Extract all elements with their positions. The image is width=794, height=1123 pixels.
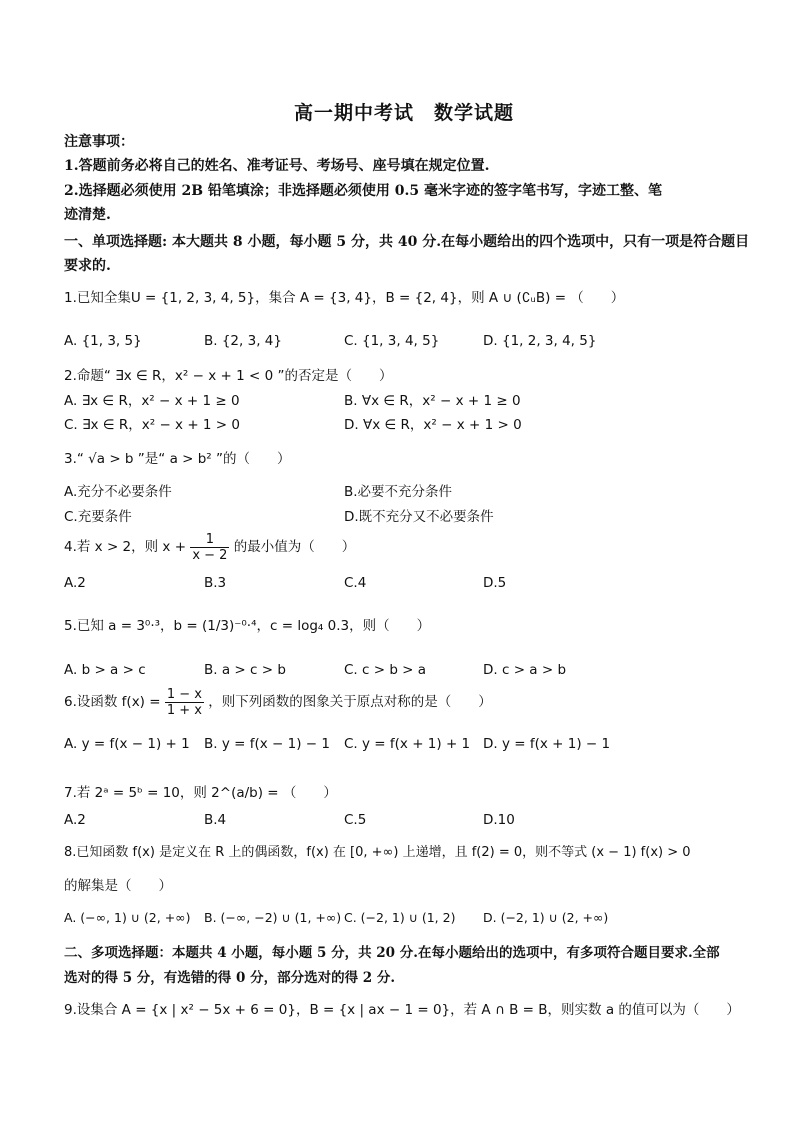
- section1-heading: 一、单项选择题: 本大题共 8 小题，每小题 5 分，共 40 分.在每小题给出的四个选项中，只有一项是符合题目: [64, 234, 750, 250]
- q4-option-b: B.3: [204, 575, 227, 591]
- q5-option-a: A. b > a > c: [64, 662, 146, 678]
- q6-option-c: C. y = f(x + 1) + 1: [344, 736, 471, 752]
- q5-option-d: D. c > a > b: [483, 662, 567, 678]
- q1-option-c: C. {1, 3, 4, 5}: [344, 333, 440, 349]
- q4-fraction-numerator: 1: [190, 532, 229, 548]
- section2-heading: 二、多项选择题：本题共 4 小题，每小题 5 分，共 20 分.在每小题给出的选项中，有多项符合题目要求.全部: [64, 945, 720, 961]
- q2-option-d: D. ∀x ∈ R，x² − x + 1 > 0: [344, 417, 522, 433]
- q6-fraction-denominator: 1 + x: [166, 702, 202, 718]
- q8-stem: 8.已知函数 f(x) 是定义在 R 上的偶函数，f(x) 在 [0, +∞) 上递增，且 f(2) = 0，则不等式 (x − 1) f(x) > 0: [64, 845, 691, 860]
- q1-option-a: A. {1, 3, 5}: [64, 333, 142, 349]
- q6-fraction-numerator: 1 − x: [166, 686, 202, 702]
- notice-item-2-cont: 迹清楚.: [64, 207, 111, 223]
- q4-stem-post: 的最小值为（ ）: [233, 539, 356, 555]
- q6-fraction: [165, 687, 204, 718]
- q4-stem: [64, 529, 355, 565]
- q5-option-c: C. c > b > a: [344, 662, 427, 678]
- q7-option-a: A.2: [64, 812, 86, 828]
- q6-stem-pre: 6.设函数 f(x) =: [64, 694, 161, 710]
- q4-option-d: D.5: [483, 575, 507, 591]
- section2-heading-cont: 选对的得 5 分，有选错的得 0 分，部分选对的得 2 分.: [64, 970, 396, 986]
- q3-stem: 3.“ √a > b ”是“ a > b² ”的（ ）: [64, 451, 291, 467]
- q2-option-c: C. ∃x ∈ R，x² − x + 1 > 0: [64, 417, 241, 433]
- q1-option-d: D. {1, 2, 3, 4, 5}: [483, 333, 597, 349]
- q5-option-b: B. a > c > b: [204, 662, 286, 678]
- q6-option-d: D. y = f(x + 1) − 1: [483, 736, 611, 752]
- q3-option-d: D.既不充分又不必要条件: [344, 509, 494, 525]
- q4-stem-pre: 4.若 x > 2，则 x +: [64, 539, 187, 555]
- q1-option-b: B. {2, 3, 4}: [204, 333, 282, 349]
- q3-option-c: C.充要条件: [64, 509, 132, 525]
- notice-heading: 注意事项：: [64, 134, 134, 150]
- q7-option-d: D.10: [483, 812, 515, 828]
- q2-stem: 2.命题“ ∃x ∈ R，x² − x + 1 < 0 ”的否定是（ ）: [64, 368, 393, 384]
- q7-option-b: B.4: [204, 812, 227, 828]
- q4-fraction-denominator: x − 2: [192, 547, 228, 563]
- q8-option-c: C. (−2, 1) ∪ (1, 2): [344, 910, 456, 925]
- q9-stem: 9.设集合 A = {x | x² − 5x + 6 = 0}，B = {x | ax − 1 = 0}，若 A ∩ B = B，则实数 a 的值可以为（ ）: [64, 1002, 740, 1018]
- q7-option-c: C.5: [344, 812, 367, 828]
- q6-stem-post: ，则下列函数的图象关于原点对称的是（ ）: [208, 694, 492, 710]
- page-title: 高一期中考试 数学试题: [293, 102, 514, 124]
- q5-stem: 5.已知 a = 3⁰·³，b = (1/3)⁻⁰·⁴，c = log₄ 0.3，则（ ）: [64, 618, 431, 634]
- q7-stem: 7.若 2ᵃ = 5ᵇ = 10，则 2^(a/b) = （ ）: [64, 785, 337, 801]
- q8-option-a: A. (−∞, 1) ∪ (2, +∞): [64, 910, 191, 925]
- q1-stem: 1.已知全集U = {1, 2, 3, 4, 5}，集合 A = {3, 4}，B = {2, 4}，则 A ∪ (∁ᵤB) = （ ）: [64, 290, 625, 306]
- q8-option-d: D. (−2, 1) ∪ (2, +∞): [483, 910, 609, 925]
- q6-option-b: B. y = f(x − 1) − 1: [204, 736, 330, 752]
- q2-option-a: A. ∃x ∈ R，x² − x + 1 ≥ 0: [64, 393, 240, 409]
- notice-item-2: 2.选择题必须使用 2B 铅笔填涂；非选择题必须使用 0.5 毫米字迹的签字笔书写，字迹工整、笔: [64, 183, 663, 199]
- q4-option-a: A.2: [64, 575, 86, 591]
- q8-option-b: B. (−∞, −2) ∪ (1, +∞): [204, 910, 342, 925]
- notice-item-1: 1.答题前务必将自己的姓名、准考证号、考场号、座号填在规定位置.: [64, 158, 490, 174]
- q6-option-a: A. y = f(x − 1) + 1: [64, 736, 190, 752]
- q2-option-b: B. ∀x ∈ R，x² − x + 1 ≥ 0: [344, 393, 521, 409]
- q3-option-a: A.充分不必要条件: [64, 484, 172, 500]
- q4-option-c: C.4: [344, 575, 367, 591]
- q8-stem-cont: 的解集是（ ）: [64, 878, 172, 894]
- q6-stem: [64, 684, 492, 720]
- q4-fraction: [190, 532, 229, 563]
- section1-heading-cont: 要求的.: [64, 258, 111, 274]
- q3-option-b: B.必要不充分条件: [344, 484, 453, 500]
